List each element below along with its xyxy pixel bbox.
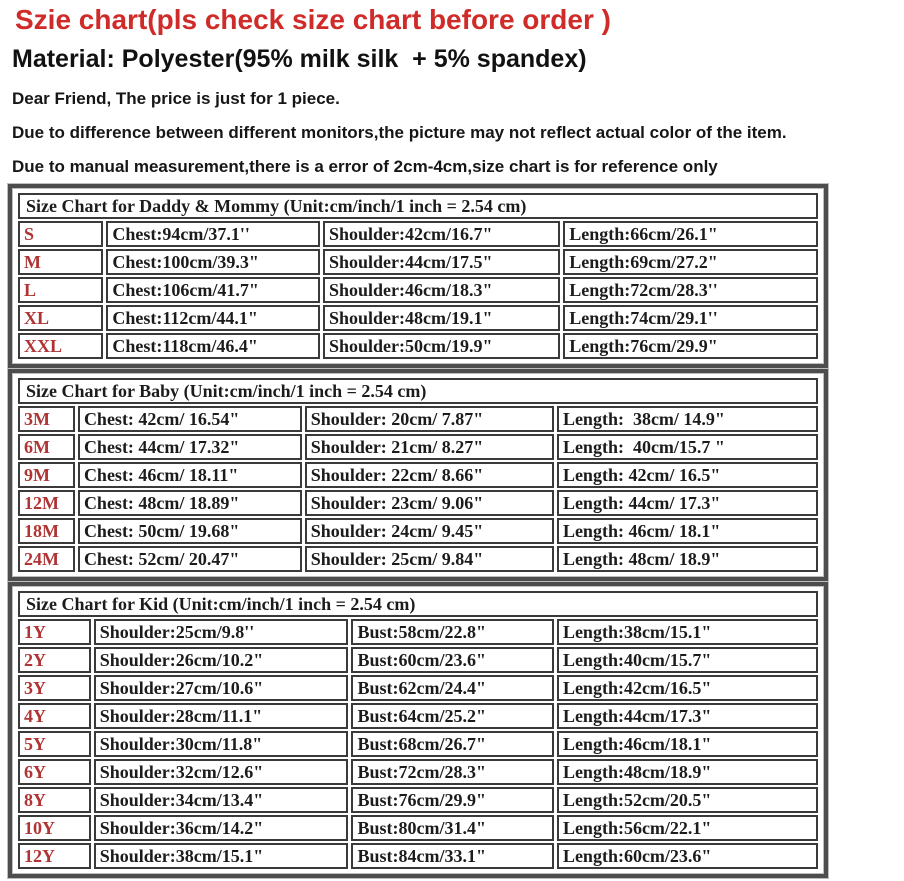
measurement-cell: Chest:118cm/46.4" [106, 333, 320, 359]
measurement-cell: Length: 42cm/ 16.5" [557, 462, 818, 488]
measurement-cell: Shoulder:48cm/19.1" [323, 305, 560, 331]
measurement-cell: Shoulder:28cm/11.1" [94, 703, 349, 729]
table-row [18, 619, 818, 645]
measurement-cell: Shoulder:46cm/18.3" [323, 277, 560, 303]
measurement-cell: Shoulder:25cm/9.8'' [94, 619, 349, 645]
measurement-cell: Length: 46cm/ 18.1" [557, 518, 818, 544]
measurement-cell: Shoulder:27cm/10.6" [94, 675, 349, 701]
size-chart-page [0, 4, 904, 878]
table-header-row [18, 193, 818, 219]
size-label: XL [18, 305, 103, 331]
measurement-cell: Chest: 50cm/ 19.68" [78, 518, 302, 544]
table-row [18, 843, 818, 869]
table-header-row [18, 378, 818, 404]
measurement-cell: Bust:62cm/24.4" [351, 675, 553, 701]
size-label: 24M [18, 546, 75, 572]
table-row [18, 221, 818, 247]
measurement-cell: Shoulder: 23cm/ 9.06" [305, 490, 554, 516]
page-title: Szie chart(pls check size chart before order ) [15, 4, 611, 35]
size-label: 9M [18, 462, 75, 488]
note-monitor-color: Due to difference between different monitors,the picture may not reflect actual color of the item. [12, 123, 787, 142]
measurement-cell: Shoulder:34cm/13.4" [94, 787, 349, 813]
measurement-cell: Shoulder:42cm/16.7" [323, 221, 560, 247]
size-label: 2Y [18, 647, 91, 673]
size-label: M [18, 249, 103, 275]
size-table-frame-kid [8, 582, 828, 878]
measurement-cell: Bust:58cm/22.8" [351, 619, 553, 645]
table-row [18, 305, 818, 331]
table-row [18, 249, 818, 275]
size-label: 12Y [18, 843, 91, 869]
size-label: 5Y [18, 731, 91, 757]
measurement-cell: Length:52cm/20.5" [557, 787, 818, 813]
measurement-cell: Bust:84cm/33.1" [351, 843, 553, 869]
measurement-cell: Shoulder: 22cm/ 8.66" [305, 462, 554, 488]
size-table-kid [15, 589, 821, 871]
measurement-cell: Length:69cm/27.2" [563, 249, 818, 275]
measurement-cell: Bust:76cm/29.9" [351, 787, 553, 813]
size-label: 10Y [18, 815, 91, 841]
measurement-cell: Length: 44cm/ 17.3" [557, 490, 818, 516]
table-row [18, 462, 818, 488]
measurement-cell: Shoulder: 20cm/ 7.87" [305, 406, 554, 432]
measurement-cell: Length:76cm/29.9" [563, 333, 818, 359]
size-table-frame-daddy-mommy [8, 184, 828, 368]
size-label: 6Y [18, 759, 91, 785]
table-row [18, 490, 818, 516]
measurement-cell: Length:40cm/15.7" [557, 647, 818, 673]
table-row [18, 703, 818, 729]
table-row [18, 815, 818, 841]
measurement-cell: Bust:64cm/25.2" [351, 703, 553, 729]
table-row [18, 333, 818, 359]
measurement-cell: Chest: 52cm/ 20.47" [78, 546, 302, 572]
table-row [18, 731, 818, 757]
table-row [18, 647, 818, 673]
size-table-baby [15, 376, 821, 574]
size-label: 3Y [18, 675, 91, 701]
size-label: 6M [18, 434, 75, 460]
size-label: 3M [18, 406, 75, 432]
measurement-cell: Chest:106cm/41.7" [106, 277, 320, 303]
table-row [18, 518, 818, 544]
measurement-cell: Bust:72cm/28.3" [351, 759, 553, 785]
material-line: Material: Polyester(95% milk silk + 5% spandex) [12, 45, 587, 73]
size-tables-container [8, 184, 828, 878]
size-label: XXL [18, 333, 103, 359]
measurement-cell: Length:72cm/28.3'' [563, 277, 818, 303]
measurement-cell: Shoulder:38cm/15.1" [94, 843, 349, 869]
measurement-cell: Chest: 42cm/ 16.54" [78, 406, 302, 432]
measurement-cell: Chest: 48cm/ 18.89" [78, 490, 302, 516]
table-title: Size Chart for Baby (Unit:cm/inch/1 inch = 2.54 cm) [18, 378, 818, 404]
measurement-cell: Shoulder: 25cm/ 9.84" [305, 546, 554, 572]
measurement-cell: Chest: 44cm/ 17.32" [78, 434, 302, 460]
size-table-frame-baby [8, 369, 828, 581]
size-table-daddy-mommy [15, 191, 821, 361]
measurement-cell: Shoulder:30cm/11.8" [94, 731, 349, 757]
size-label: 18M [18, 518, 75, 544]
size-label: S [18, 221, 103, 247]
measurement-cell: Length: 40cm/15.7 " [557, 434, 818, 460]
measurement-cell: Shoulder:26cm/10.2" [94, 647, 349, 673]
measurement-cell: Length:44cm/17.3" [557, 703, 818, 729]
size-label: 1Y [18, 619, 91, 645]
measurement-cell: Shoulder:36cm/14.2" [94, 815, 349, 841]
measurement-cell: Length:56cm/22.1" [557, 815, 818, 841]
measurement-cell: Length:48cm/18.9" [557, 759, 818, 785]
measurement-cell: Bust:68cm/26.7" [351, 731, 553, 757]
measurement-cell: Chest: 46cm/ 18.11" [78, 462, 302, 488]
size-label: L [18, 277, 103, 303]
table-row [18, 434, 818, 460]
size-label: 4Y [18, 703, 91, 729]
measurement-cell: Shoulder:32cm/12.6" [94, 759, 349, 785]
measurement-cell: Shoulder:50cm/19.9" [323, 333, 560, 359]
note-price: Dear Friend, The price is just for 1 piece. [12, 89, 340, 108]
measurement-cell: Shoulder:44cm/17.5" [323, 249, 560, 275]
measurement-cell: Length:60cm/23.6" [557, 843, 818, 869]
table-row [18, 759, 818, 785]
measurement-cell: Length:74cm/29.1'' [563, 305, 818, 331]
size-label: 12M [18, 490, 75, 516]
measurement-cell: Chest:94cm/37.1'' [106, 221, 320, 247]
table-row [18, 787, 818, 813]
measurement-cell: Shoulder: 24cm/ 9.45" [305, 518, 554, 544]
table-row [18, 406, 818, 432]
size-label: 8Y [18, 787, 91, 813]
measurement-cell: Length:38cm/15.1" [557, 619, 818, 645]
note-measurement-error: Due to manual measurement,there is a error of 2cm-4cm,size chart is for reference only [12, 157, 718, 176]
table-title: Size Chart for Daddy & Mommy (Unit:cm/inch/1 inch = 2.54 cm) [18, 193, 818, 219]
table-row [18, 277, 818, 303]
table-header-row [18, 591, 818, 617]
measurement-cell: Length:66cm/26.1" [563, 221, 818, 247]
measurement-cell: Chest:100cm/39.3" [106, 249, 320, 275]
table-title: Size Chart for Kid (Unit:cm/inch/1 inch = 2.54 cm) [18, 591, 818, 617]
measurement-cell: Length: 48cm/ 18.9" [557, 546, 818, 572]
measurement-cell: Chest:112cm/44.1" [106, 305, 320, 331]
measurement-cell: Bust:80cm/31.4" [351, 815, 553, 841]
measurement-cell: Length: 38cm/ 14.9" [557, 406, 818, 432]
measurement-cell: Length:42cm/16.5" [557, 675, 818, 701]
measurement-cell: Bust:60cm/23.6" [351, 647, 553, 673]
table-row [18, 675, 818, 701]
measurement-cell: Length:46cm/18.1" [557, 731, 818, 757]
measurement-cell: Shoulder: 21cm/ 8.27" [305, 434, 554, 460]
table-row [18, 546, 818, 572]
